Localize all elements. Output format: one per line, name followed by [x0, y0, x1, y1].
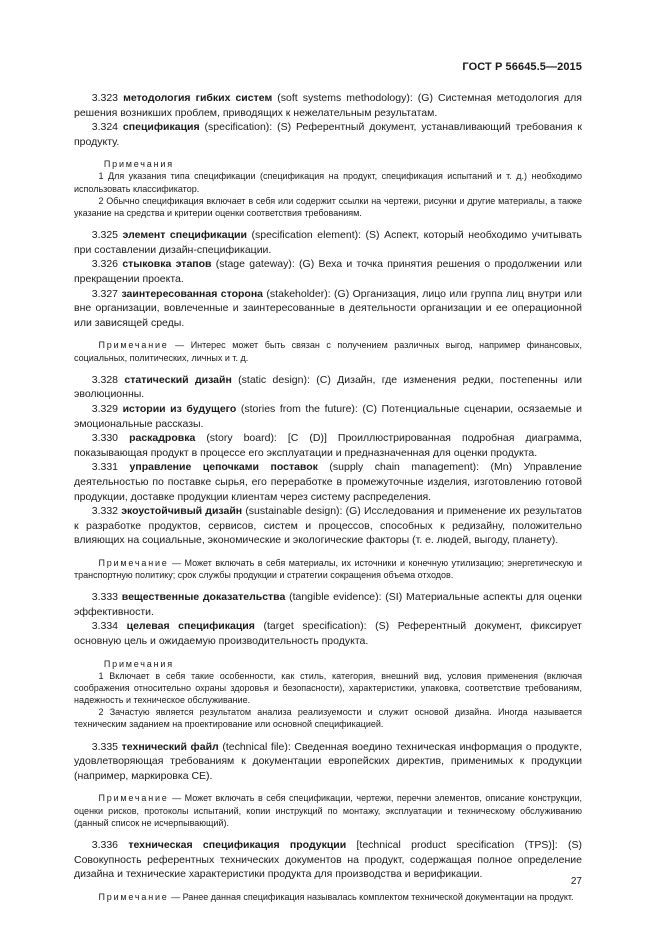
entry-term: статический дизайн: [124, 373, 232, 386]
entry-number: 3.323: [91, 92, 119, 104]
glossary-content: [74, 91, 582, 903]
term-entry: [74, 91, 582, 120]
entry-number: 3.327: [91, 287, 119, 300]
term-entry: [74, 460, 582, 504]
note-item: [74, 706, 582, 730]
note-item: [74, 170, 582, 194]
entry-number: 3.325: [91, 229, 119, 242]
spacer: [74, 149, 582, 158]
notes-heading-text: Примечания: [103, 658, 174, 669]
entry-number: 3.328: [91, 373, 119, 386]
entry-term: истории из будущего: [122, 402, 237, 415]
spacer: [74, 882, 582, 891]
term-entry: [74, 228, 582, 257]
note-text: 1 Для указания типа спецификации (спецификация на продукт, спецификация испытаний и т. д.) необходимо использовать классификатор.: [74, 171, 582, 194]
entry-number: 3.331: [91, 461, 119, 474]
spacer: [74, 829, 582, 838]
term-entry: [74, 504, 582, 548]
note-text: — Может включать в себя материалы, их источники и конечную утилизацию; энергетическую и транспортную политику; срок службы продукции и стратегии сокращения объема отходов.: [74, 557, 582, 581]
entry-number: 3.330: [91, 432, 119, 445]
notes-heading-text: Примечания: [103, 159, 174, 170]
term-entry: [74, 590, 582, 619]
note-item: [74, 891, 582, 903]
spacer: [74, 364, 582, 373]
entry-definition: (soft systems methodology): (G) Системная методология для решения возникших проблем, приводящих к нежелательным результатам.: [74, 92, 582, 119]
entry-term: целевая спецификация: [126, 620, 255, 633]
note-text: 2 Зачастую является результатом анализа реализуемости и служит основой дизайна. Иногда называется техническим заданием на проектирование или основной спецификацией.: [74, 707, 582, 730]
spacer: [74, 548, 582, 557]
entry-number: 3.335: [91, 740, 119, 753]
entry-term: спецификация: [122, 121, 200, 134]
entry-term: заинтересованная сторона: [121, 287, 264, 300]
term-entry: [74, 257, 582, 286]
standard-header: ГОСТ Р 56645.5—2015: [462, 61, 582, 73]
entry-term: вещественные доказательства: [121, 591, 286, 604]
spacer: [74, 731, 582, 740]
notes-heading: [74, 658, 582, 670]
term-entry: [74, 619, 582, 648]
note-text: — Может включать в себя спецификации, чертежи, перечни элементов, описание конструкции, оценки рисков, протоколы испытаний, копии инструкций по монтажу, эксплуатации и техническому обслуживанию (данный список не исчерпывающий).: [74, 793, 582, 828]
entry-definition: (stage gateway): (G) Веха и точка принятия решения о продолжении или прекращении проекта.: [74, 258, 582, 285]
entry-definition: (static design): (C) Дизайн, где изменения редки, постепенны или эволюционны.: [74, 373, 582, 401]
entry-number: 3.324: [91, 121, 119, 134]
term-entry: [74, 402, 582, 431]
note-label: Примечание: [98, 557, 169, 568]
entry-definition: (stories from the future): (C) Потенциальные сценарии, осязаемые и эмоциональные рассказы.: [74, 402, 583, 430]
entry-definition: (technical file): Сведенная воедино техническая информация о продукте, удовлетворяющая требованиям к документации европейских директив, применимых к продукции (например, маркировка CE).: [74, 740, 582, 782]
entry-term: стыковка этапов: [122, 258, 212, 271]
entry-definition: (sustainable design): (G) Исследования и применение их результатов к разработке продуктов, сервисов, систем и процессов, способных к редизайну, положительно влияющих на социальные, экономические и экологические факторы (т. е. людей, выгоду, планету).: [74, 505, 582, 547]
note-label: Примечание: [98, 891, 169, 902]
notes-heading: [74, 158, 582, 170]
term-entry: [74, 287, 582, 331]
entry-term: раскадровка: [129, 432, 196, 445]
note-item: [74, 670, 582, 707]
entry-number: 3.326: [91, 258, 119, 271]
note-item: [74, 557, 582, 581]
note-label: Примечание: [98, 340, 169, 351]
entry-definition: (target specification): (S) Референтный документ, фиксирует основную цель и ожидаемую производительность продукта.: [74, 620, 582, 648]
term-entry: [74, 838, 582, 882]
entry-term: технический файл: [121, 740, 219, 753]
term-entry: [74, 740, 582, 784]
note-text: — Интерес может быть связан с получением различных выгод, например финансовых, социальных, политических, личных и т. д.: [74, 340, 582, 363]
entry-term: экоустойчивый дизайн: [121, 505, 243, 518]
note-item: [74, 339, 582, 363]
entry-term: методология гибких систем: [123, 92, 273, 104]
entry-term: управление цепочками поставок: [129, 461, 318, 474]
term-entry: [74, 120, 582, 149]
entry-definition: (specification): (S) Референтный документ, устанавливающий требования к продукту.: [74, 121, 582, 148]
entry-definition: [technical product specification (TPS)]: (S) Совокупность референтных технических документов на продукт, содержащая полное определение дизайна и технические характеристики продукта для производства и верификации.: [74, 839, 582, 881]
entry-term: техническая спецификация продукции: [128, 839, 347, 852]
entry-definition: (specification element): (S) Аспект, который необходимо учитывать при составлении дизайн-спецификации.: [74, 229, 582, 256]
note-text: 1 Включает в себя такие особенности, как стиль, категория, внешний вид, условия применения (включая соображения относительно охраны здоровья и безопасности), характеристики, упаковка, соответствие требованиям, надежность и техническое обслуживание.: [74, 670, 582, 706]
entry-definition: (stakeholder): (G) Организация, лицо или группа лиц внутри или вне организации, вовлеченные и заинтересованные в деятельности организации и ее операционной или зависящей среды.: [74, 287, 582, 329]
note-item: [74, 195, 582, 219]
note-text: — Ранее данная спецификация называлась комплектом технической документации на продукт.: [168, 891, 574, 902]
term-entry: [74, 431, 582, 460]
spacer: [74, 330, 582, 339]
note-text: 2 Обычно спецификация включает в себя или содержит ссылки на чертежи, рисунки и другие материалы, а также указание на средства и критерии оценки соответствия требованиям.: [74, 195, 582, 218]
spacer: [74, 783, 582, 792]
entry-definition: (supply chain management): (Mn) Управление деятельностью по поставке сырья, его переработке в промежуточные изделия, изготовлению готовой продукции, доставке продукции клиентам через систему распределения.: [74, 461, 582, 503]
spacer: [74, 649, 582, 658]
note-label: Примечание: [98, 793, 169, 804]
entry-number: 3.329: [91, 402, 119, 415]
spacer: [74, 581, 582, 590]
page-number: 27: [570, 876, 582, 887]
entry-definition: (story board): [C (D)] Проиллюстрированная подробная диаграмма, показывающая продукт в процессе его эксплуатации и предназначенная для оценки продукта.: [74, 432, 582, 459]
entry-number: 3.333: [91, 591, 119, 604]
entry-number: 3.332: [91, 505, 119, 518]
entry-definition: (tangible evidence): (SI) Материальные аспекты для оценки эффективности.: [74, 591, 582, 618]
spacer: [74, 219, 582, 228]
entry-term: элемент спецификации: [122, 229, 247, 242]
term-entry: [74, 373, 582, 402]
entry-number: 3.334: [91, 620, 119, 633]
entry-number: 3.336: [91, 839, 119, 852]
note-item: [74, 792, 582, 829]
